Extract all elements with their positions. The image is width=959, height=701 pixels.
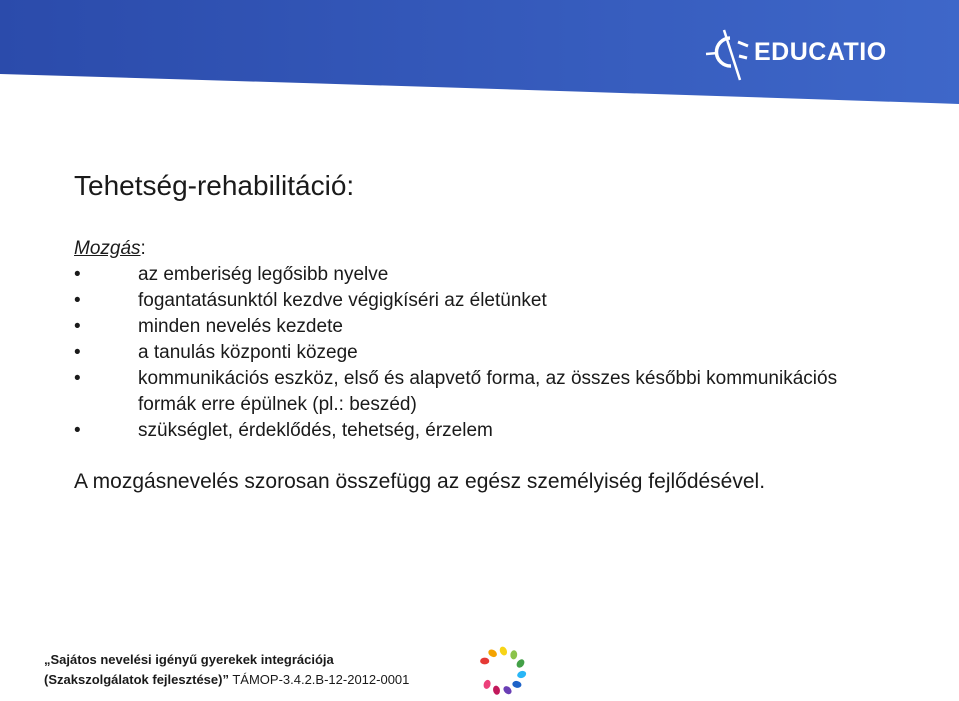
bullet-icon: • [74,342,81,363]
logo-dot [502,685,513,696]
footer-project-code: TÁMOP-3.4.2.B-12-2012-0001 [228,672,410,687]
list-item [74,314,894,340]
summary-text: A mozgásnevelés szorosan összefügg az egész személyiség fejlődésével. [74,470,766,493]
list-item-text: a tanulás központi közege [138,342,358,363]
logo-dot [515,658,526,669]
educatio-logo [704,24,914,82]
bullet-icon: • [74,420,81,441]
logo-dot [512,680,522,689]
bullet-icon: • [74,264,81,285]
footer-line-2-bold: (Szakszolgálatok fejlesztése)” [44,672,229,687]
footer-project-info [44,650,409,690]
list-item [74,340,894,366]
footer-line-1: „Sajátos nevelési igényű gyerekek integrációja [44,652,334,667]
list-item [74,366,894,418]
bullet-icon: • [74,316,81,337]
section-label: Mozgás [74,238,141,259]
colorful-dot-ring-icon [472,642,532,700]
bullet-icon: • [74,368,81,389]
logo-dot [510,650,518,660]
list-item [74,288,894,314]
logo-dot [492,685,501,696]
section-suffix: : [140,238,146,259]
bullet-icon: • [74,290,81,311]
educatio-mark-icon [704,24,752,82]
bullet-list [74,262,894,444]
list-item-text: minden nevelés kezdete [138,316,343,337]
list-item-text: fogantatásunktól kezdve végigkíséri az életünket [138,290,547,311]
slide-title: Tehetség-rehabilitáció: [74,170,355,201]
logo-dot [487,648,498,659]
section-heading [74,238,146,260]
list-item-text: az emberiség legősibb nyelve [138,264,389,285]
list-item-text: szükséglet, érdeklődés, tehetség, érzelem [138,420,493,441]
list-item [74,418,894,444]
logo-dot [516,670,527,680]
logo-dot [498,645,508,656]
logo-dot [480,658,489,665]
list-item-text: kommunikációs eszköz, első és alapvető forma, az összes későbbi kommunikációs formák erre épülnek (pl.: beszéd) [138,368,838,415]
brand-name: EDUCATIO [754,38,887,66]
footer-line-2 [44,670,409,690]
list-item [74,262,894,288]
logo-dot [482,679,491,690]
